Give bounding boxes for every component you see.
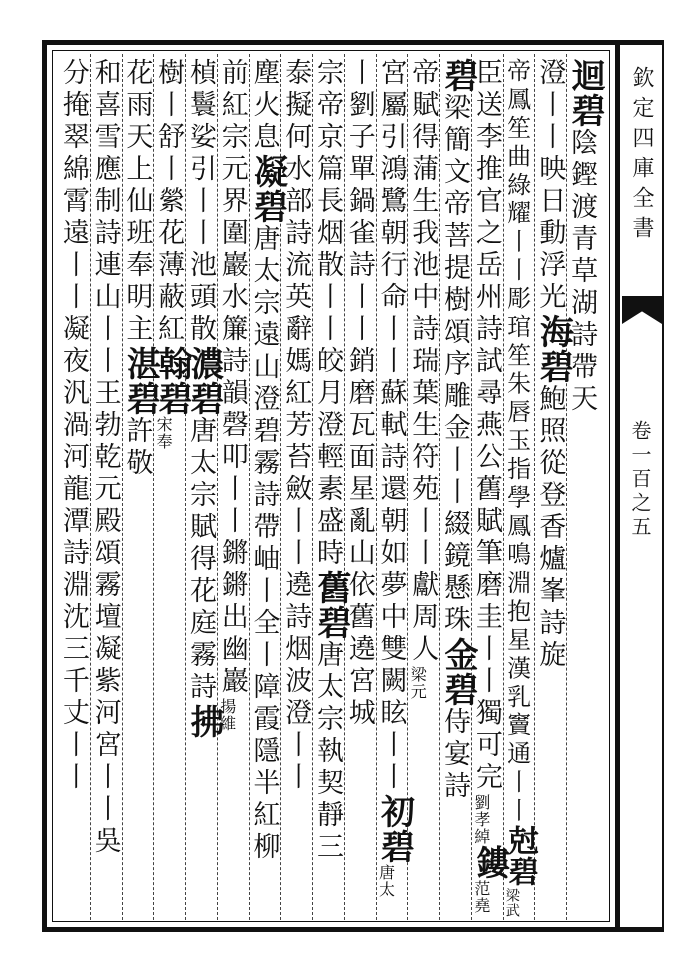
body-text: 宮屬引鴻鷺朝行命丨丨蘇軾詩還朝如夢中雙闕眩丨丨 bbox=[375, 58, 407, 794]
body-text: 宗帝京篇長烟散丨丨皎月澄輕素盛時 bbox=[312, 58, 343, 570]
column-divider bbox=[185, 54, 186, 920]
body-text: 唐太宗賦得花庭霧詩 bbox=[184, 416, 216, 704]
text-column bbox=[469, 58, 510, 918]
body-text: 帝鳳笙曲綠耀丨丨彫琯笙朱唇玉指學鳳鳴 bbox=[502, 58, 531, 570]
column-divider bbox=[471, 54, 472, 920]
text-column bbox=[374, 58, 415, 918]
body-text: 花雨天上仙班奉明主 bbox=[121, 58, 153, 346]
body-text: 唐太宗執契靜三 bbox=[312, 640, 343, 864]
column-divider bbox=[249, 54, 250, 920]
body-text: 樹丨舒丨縈花薄蔽紅 bbox=[153, 58, 185, 346]
entry-heading: 鏤 bbox=[469, 845, 510, 880]
body-text: 和喜雪應制詩連山丨丨 bbox=[89, 58, 121, 378]
entry-heading: 濃碧 bbox=[183, 346, 224, 416]
column-divider bbox=[439, 54, 440, 920]
body-text: 淵抱星漢乳竇通丨丨 bbox=[502, 569, 531, 826]
text-column bbox=[120, 58, 161, 918]
column-divider bbox=[566, 54, 567, 920]
text-column bbox=[247, 58, 288, 918]
body-text: 丨劉子單鍋雀詩丨丨銷磨瓦面星亂山依舊遶宮城 bbox=[343, 58, 375, 730]
body-text: 唐太宗遠山澄碧霧詩帶岫丨全丨障霞隱半紅柳 bbox=[248, 224, 280, 864]
entry-heading: 碧 bbox=[438, 58, 479, 93]
text-column bbox=[216, 58, 248, 918]
body-text: 許敬 bbox=[121, 416, 153, 480]
annotation-text: 梁元 bbox=[408, 666, 428, 700]
text-column bbox=[57, 58, 89, 918]
entry-heading: 金碧 bbox=[438, 637, 479, 707]
body-text: 帝賦得蒲生我池中詩瑞葉生符苑丨丨獻周人 bbox=[407, 58, 439, 666]
text-column bbox=[533, 58, 574, 918]
annotation-text: 宋奉 bbox=[154, 416, 174, 450]
column-divider bbox=[376, 54, 377, 920]
text-column bbox=[152, 58, 193, 918]
column-divider bbox=[122, 54, 123, 920]
body-text: 梁簡文帝菩提樹頌序雕金丨丨綴鏡懸珠 bbox=[439, 93, 471, 637]
body-text: 分掩翠綿霄遠丨丨 bbox=[57, 58, 89, 314]
entry-heading: 翰碧 bbox=[152, 346, 193, 416]
body-text: 凝夜汎渦河龍潭詩淵沈三千丈丨丨 bbox=[57, 314, 89, 794]
text-column bbox=[502, 58, 538, 918]
annotation-text: 梁武 bbox=[503, 887, 520, 918]
margin-volume-label: 卷一百之五 bbox=[628, 420, 652, 540]
body-text: 楨鬟娑引丨丨池頭散 bbox=[184, 58, 216, 346]
entry-heading: 拂 bbox=[183, 704, 224, 739]
body-text: 鮑照從登香爐峯詩旋 bbox=[534, 384, 566, 672]
entry-heading: 凝碧 bbox=[247, 154, 288, 224]
body-text: 前紅 bbox=[216, 58, 248, 122]
annotation-text: 范堯 bbox=[471, 880, 491, 914]
column-divider bbox=[153, 54, 154, 920]
column-divider bbox=[312, 54, 313, 920]
annotation-text: 揚維 bbox=[217, 698, 237, 732]
annotation-text: 劉孝綽 bbox=[471, 794, 491, 845]
body-text: 侍宴詩 bbox=[439, 707, 471, 803]
column-divider bbox=[407, 54, 408, 920]
body-text: 臣送李推官之岳州詩試尋燕公舊賦筆磨圭丨丨獨可完 bbox=[470, 58, 502, 794]
column-divider bbox=[90, 54, 91, 920]
column-divider bbox=[217, 54, 218, 920]
text-column bbox=[89, 58, 121, 918]
body-text: 塵火息 bbox=[248, 58, 280, 154]
body-text: 陰鏗渡青草湖詩帶天 bbox=[566, 128, 598, 416]
text-column bbox=[565, 58, 606, 918]
text-column bbox=[438, 58, 479, 918]
body-text: 泰擬何水部詩流英辭媽紅芳苔斂丨丨遶詩烟波澄丨丨 bbox=[280, 58, 312, 794]
entry-heading: 湛碧 bbox=[120, 346, 161, 416]
body-text: 宗元界圍巖水簾詩韻磬叩丨丨鏘鏘出幽巖 bbox=[216, 122, 248, 698]
text-column bbox=[343, 58, 375, 918]
entry-heading: 迴碧 bbox=[565, 58, 606, 128]
text-column bbox=[311, 58, 351, 918]
margin-book-title: 欽定四庫全書 bbox=[629, 66, 654, 246]
column-divider bbox=[534, 54, 535, 920]
column-divider bbox=[344, 54, 345, 920]
body-text: 澄丨丨映日動浮光 bbox=[534, 58, 566, 314]
entry-heading: 舊碧 bbox=[311, 570, 351, 640]
entry-heading: 尅碧 bbox=[502, 825, 538, 888]
entry-heading: 初碧 bbox=[374, 794, 415, 864]
entry-heading: 海碧 bbox=[533, 314, 574, 384]
text-column bbox=[409, 58, 437, 918]
text-column bbox=[183, 58, 224, 918]
body-text: 王勃乾元殿頌霧壇凝紫河宮丨丨吳 bbox=[89, 378, 121, 858]
column-divider bbox=[503, 54, 504, 920]
annotation-text: 唐太 bbox=[376, 864, 396, 898]
